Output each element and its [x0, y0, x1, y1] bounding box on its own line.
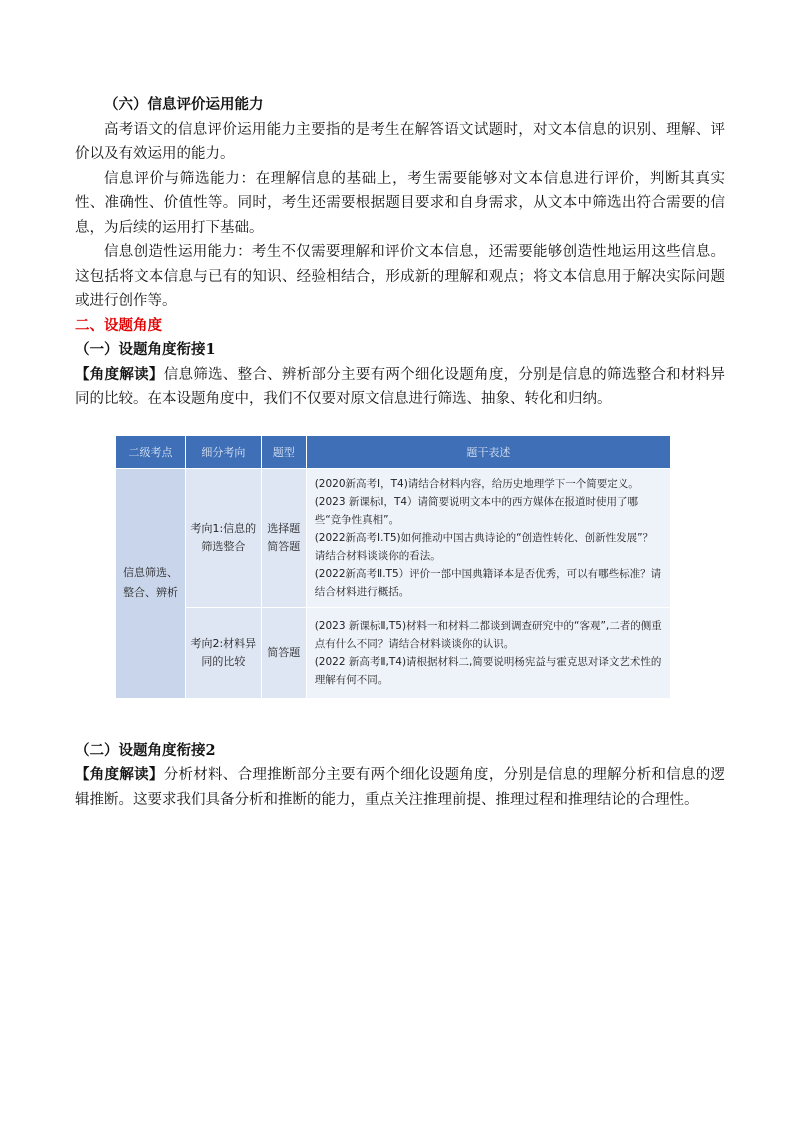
sub2-paragraph [75, 763, 725, 812]
sub1-paragraph [75, 363, 725, 412]
question-item: (2023 新课标Ⅰ，T4）请简要说明文本中的西方媒体在报道时使用了哪些“竞争性真相”。 [314, 495, 639, 526]
table-row [116, 607, 671, 698]
document-body [75, 93, 725, 812]
questions-cell [306, 468, 670, 607]
direction-cell: 考向2:材料异同的比较 [185, 607, 261, 698]
sub2-tag: 【角度解读】 [75, 766, 164, 783]
question-table [115, 435, 671, 699]
question-item: (2023 新课标Ⅱ,T5)材料一和材料二都谈到调查研究中的“客观”,二者的侧重点有什么不同？请结合材料谈谈你的认识。 [314, 619, 662, 650]
type-cell: 简答题 [261, 607, 306, 698]
header-cell: 细分考向 [185, 435, 261, 468]
question-item: (2020新高考Ⅰ，T4)请结合材料内容，给历史地理学下一个简要定义。 [314, 477, 639, 490]
header-cell: 二级考点 [116, 435, 186, 468]
sub1-heading: （一）设题角度衔接1 [75, 341, 216, 358]
question-item: (2022新高考Ⅱ.T5）评价一部中国典籍译本是否优秀，可以有哪些标准？请结合材料进行概括。 [314, 567, 662, 598]
question-table-wrap [115, 435, 671, 699]
header-cell: 题型 [261, 435, 306, 468]
sub1-tag: 【角度解读】 [75, 365, 164, 383]
table-header-row [116, 435, 671, 468]
section6-heading: （六）信息评价运用能力 [104, 96, 264, 113]
question-item: (2022 新高考Ⅱ,T4)请根据材料二,简要说明杨宪益与霍克思对译文艺术性的理解有何不同。 [314, 655, 662, 686]
sub2-heading: （二）设题角度衔接2 [75, 741, 216, 759]
category-cell: 信息筛选、整合、辨析 [116, 468, 186, 698]
type-cell: 选择题 简答题 [261, 468, 306, 607]
section6-para1: 高考语文的信息评价运用能力主要指的是考生在解答语文试题时，对文本信息的识别、理解、评价以及有效运用的能力。 [75, 121, 725, 162]
header-cell: 题干表述 [306, 435, 670, 468]
section6-para2: 信息评价与筛选能力：在理解信息的基础上，考生需要能够对文本信息进行评价，判断其真实性、准确性、价值性等。同时，考生还需要根据题目要求和自身需求，从文本中筛选出符合需要的信息，为后续的运用打下基础。 [75, 170, 725, 236]
section6-para3: 信息创造性运用能力：考生不仅需要理解和评价文本信息，还需要能够创造性地运用这些信息。这包括将文本信息与已有的知识、经验相结合，形成新的理解和观点；将文本信息用于解决实际问题或进行创作等。 [75, 244, 725, 309]
questions-cell [306, 607, 670, 698]
table-row [116, 468, 671, 607]
sub2-text: 分析材料、合理推断部分主要有两个细化设题角度，分别是信息的理解分析和信息的逻辑推断。这要求我们具备分析和推断的能力，重点关注推理前提、推理过程和推理结论的合理性。 [75, 767, 726, 808]
section2-heading: 二、设题角度 [75, 316, 162, 334]
sub1-text: 信息筛选、整合、辨析部分主要有两个细化设题角度，分别是信息的筛选整合和材料异同的比较。在本设题角度中，我们不仅要对原文信息进行筛选、抽象、转化和归纳。 [75, 366, 726, 407]
question-item: (2022新高考Ⅰ.T5)如何推动中国古典诗论的“创造性转化、创新性发展”？请结合材料谈谈你的看法。 [314, 531, 654, 562]
direction-cell: 考向1:信息的筛选整合 [185, 468, 261, 607]
